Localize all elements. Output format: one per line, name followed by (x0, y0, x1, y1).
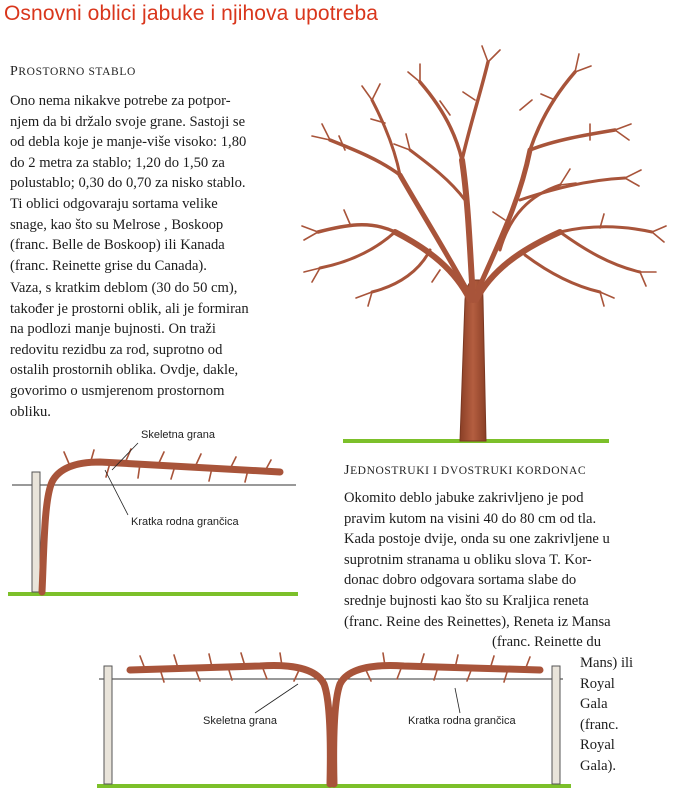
text-line: pravim kutom na visini 40 do 80 cm od tla. (344, 510, 597, 527)
cordon-paragraph-tail-1: (franc. Reinette du (492, 634, 601, 650)
text-line: ostalih prostornih oblika. Ovdje, dakle, (10, 362, 239, 379)
text-line: Ono nema nikakve potrebe za potpor- (10, 93, 231, 109)
text-line: do 2 metra za stablo; 1,20 do 1,50 za (10, 154, 225, 171)
text-line: govorimo o usmjerenom prostornom (10, 382, 225, 399)
text-line: (franc. Belle de Boskoop) ili Kanada (10, 237, 225, 254)
label-skeletal-branch: Skeletna grana (141, 429, 215, 441)
tree-branches (318, 62, 652, 300)
text-line: Royal (580, 675, 615, 692)
label-fruiting-spur: Kratka rodna grančica (131, 516, 239, 528)
text-line: Royal (580, 737, 615, 754)
text-line: na podlozi manje bujnosti. On traži (10, 321, 216, 338)
tree-twigs (302, 46, 666, 306)
text-line: (franc. (580, 716, 619, 733)
text-line: njem da bi držalo svoje grane. Sastoji se (10, 113, 246, 130)
label-leader (455, 688, 460, 713)
text-line: polustablo; 0,30 do 0,70 za nisko stablo. (10, 175, 246, 192)
support-post (32, 472, 40, 592)
text-line: suprotnim stranama u obliku slova T. Kor- (344, 551, 592, 568)
text-line: Ti oblici odgovaraju sortama velike (10, 195, 218, 212)
text-line: (franc. Reinette grise du Canada). (10, 257, 207, 274)
text-line: Kada postoje dvije, onda su one zakrivljene u (344, 531, 610, 548)
support-post (104, 666, 112, 784)
text-line: Okomito deblo jabuke zakrivljeno je pod (344, 490, 584, 506)
text-line: srednje bujnosti kao što su Kraljica reneta (344, 592, 589, 609)
text-line: Gala). (580, 757, 617, 774)
section-heading-cordon: JEDNOSTRUKI I DVOSTRUKI KORDONAC (344, 463, 587, 478)
tree-trunk (460, 280, 486, 441)
text-line: od debla koje je manje-više visoko: 1,80 (10, 134, 247, 151)
label-leader (105, 470, 128, 515)
text-line: (franc. Reine des Reinettes), Reneta iz Mansa (344, 613, 611, 630)
text-line: Gala (580, 696, 608, 713)
text-line: redovitu rezidbu za rod, suprotno od (10, 341, 223, 358)
text-line: snage, kao što su Melrose , Boskoop (10, 216, 224, 233)
page-title: Osnovni oblici jabuke i njihova upotreba (4, 2, 379, 25)
text-line: Mans) ili (580, 655, 634, 671)
support-post (552, 666, 560, 784)
text-line: obliku. (10, 403, 51, 420)
label-skeletal-branch: Skeletna grana (203, 715, 277, 727)
text-line: također je prostorni oblik, ali je formiran (10, 300, 249, 317)
section-heading-standard-tree: PROSTORNO STABLO (10, 64, 136, 79)
text-line: donac dobro odgovara sortama slabe do (344, 572, 577, 589)
label-fruiting-spur: Kratka rodna grančica (408, 715, 516, 727)
standard-apple-tree-icon (302, 46, 666, 443)
label-leader (255, 684, 298, 713)
text-line: Vaza, s kratkim deblom (30 do 50 cm), (10, 280, 238, 296)
ground-line (8, 592, 298, 596)
